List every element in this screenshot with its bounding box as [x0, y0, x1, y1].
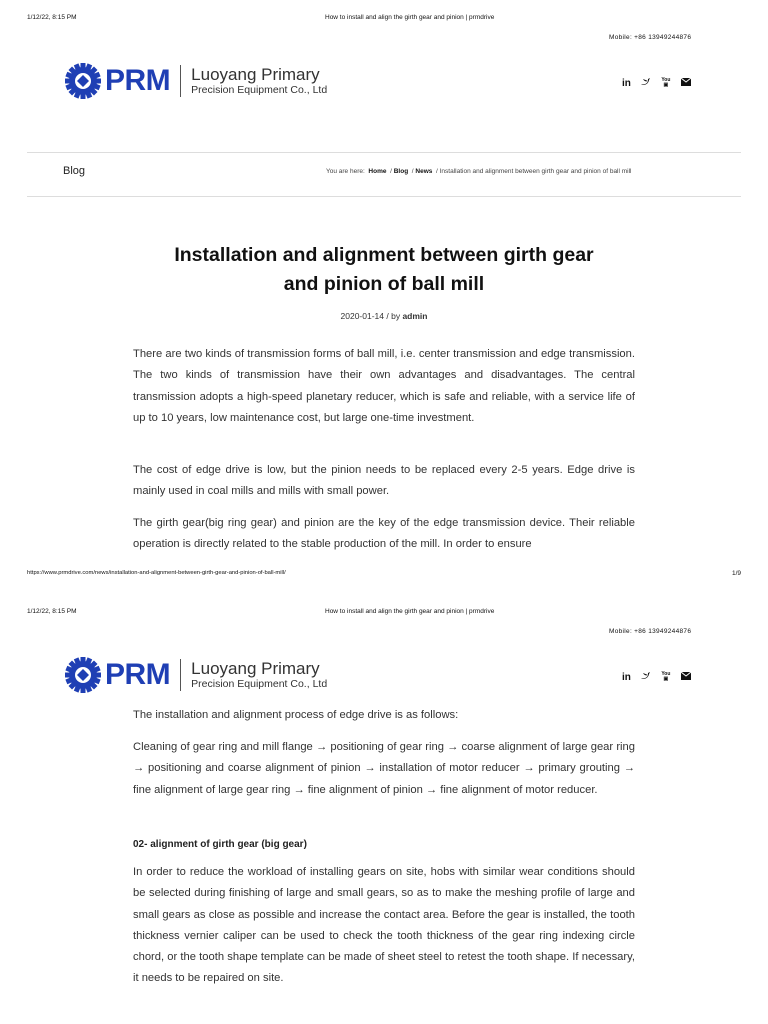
mobile-number[interactable]: Mobile: +86 13949244876 — [609, 628, 692, 635]
logo-text: PRM — [105, 658, 171, 691]
section-label: Blog — [63, 165, 86, 177]
gear-logo-icon — [64, 62, 102, 100]
article-paragraph: In order to reduce the workload of installing gears on site, hobs with similar wear conditions should be selected during finishing of large and small gears, so as to make the meshing profile of large and small gears as close as possible and increase the contact area. Before the gear is installed, the tooth thickness vernier caliper can be used to check the tooth thickness of the gear ring indexing circle chord, or the tooth shape template can be made of sheet steel to retest the tooth shape. If necessary, it needs to be repaired on site. — [133, 866, 635, 985]
article-paragraph: Cleaning of gear ring and mill flange → positioning of gear ring → coarse alignment of large gear ring → positioning and coarse alignment of pinion → installation of motor reducer → primary grouting → fine alignment of large gear ring → fine alignment of pinion → fine alignment of motor reducer. — [133, 741, 635, 796]
article-title-line2: and pinion of ball mill — [283, 273, 485, 295]
email-icon[interactable] — [681, 78, 691, 89]
breadcrumb-blog[interactable]: Blog — [393, 168, 409, 175]
article-meta — [0, 311, 768, 321]
youtube-icon[interactable]: You ▣ — [661, 671, 671, 682]
article-title — [120, 241, 648, 299]
logo-text: PRM — [105, 64, 171, 97]
company-logo[interactable] — [64, 62, 327, 100]
article-paragraph: The installation and alignment process of edge drive is as follows: — [133, 709, 459, 721]
print-doc-title: How to install and align the girth gear and pinion | prmdrive — [325, 14, 495, 21]
email-icon[interactable] — [681, 672, 691, 683]
article-paragraph: The girth gear(big ring gear) and pinion are the key of the edge transmission device. Their reliable operation is directly related to the stable production of the mill. In order to ensure — [133, 517, 635, 551]
print-page-number: 1/9 — [732, 570, 742, 577]
linkedin-icon[interactable]: in — [622, 77, 631, 89]
gear-logo-icon — [64, 656, 102, 694]
company-name: Luoyang Primary — [191, 659, 320, 678]
article-paragraph: There are two kinds of transmission forms of ball mill, i.e. center transmission and edge transmission. The two kinds of transmission have their own advantages and disadvantages. The central transmission adopts a high-speed planetary reducer, which is safe and reliable, with a service life of up to 10 years, low maintenance cost, but large one-time investment. — [133, 348, 635, 424]
company-name: Luoyang Primary — [191, 65, 320, 84]
company-subtitle: Precision Equipment Co., Ltd — [191, 678, 328, 690]
twitter-icon[interactable] — [641, 671, 651, 683]
breadcrumb-prefix: You are here: — [326, 168, 365, 175]
print-datetime: 1/12/22, 8:15 PM — [27, 14, 77, 21]
breadcrumb-divider — [27, 196, 741, 197]
header-divider — [27, 152, 741, 153]
company-logo[interactable] — [64, 656, 327, 694]
breadcrumb: You are here: Home / Blog / News / Installation and alignment between girth gear and pinion of ball mill — [326, 168, 632, 175]
article-date: 2020-01-14 — [340, 311, 384, 321]
breadcrumb-home[interactable]: Home — [368, 168, 387, 175]
twitter-icon[interactable] — [641, 77, 651, 89]
logo-divider — [180, 659, 181, 691]
breadcrumb-news[interactable]: News — [415, 168, 433, 175]
article-author[interactable]: admin — [402, 311, 428, 321]
section-heading: 02- alignment of girth gear (big gear) — [133, 839, 307, 850]
company-subtitle: Precision Equipment Co., Ltd — [191, 84, 328, 96]
print-doc-title: How to install and align the girth gear and pinion | prmdrive — [325, 608, 495, 615]
linkedin-icon[interactable]: in — [622, 671, 631, 683]
social-links — [622, 77, 691, 89]
youtube-icon[interactable]: You ▣ — [661, 77, 671, 88]
print-url: https://www.prmdrive.com/news/installation-and-alignment-between-girth-gear-and-pinion-of-ball-mill/ — [27, 570, 286, 576]
breadcrumb-current: Installation and alignment between girth gear and pinion of ball mill — [439, 168, 632, 175]
social-links — [622, 671, 691, 683]
logo-divider — [180, 65, 181, 97]
article-by: / by — [386, 311, 401, 321]
article-title-line1: Installation and alignment between girth gear — [174, 244, 594, 266]
mobile-number[interactable]: Mobile: +86 13949244876 — [609, 34, 692, 41]
print-datetime: 1/12/22, 8:15 PM — [27, 608, 77, 615]
article-paragraph: The cost of edge drive is low, but the pinion needs to be replaced every 2-5 years. Edge drive is mainly used in coal mills and mills with small power. — [133, 464, 635, 498]
